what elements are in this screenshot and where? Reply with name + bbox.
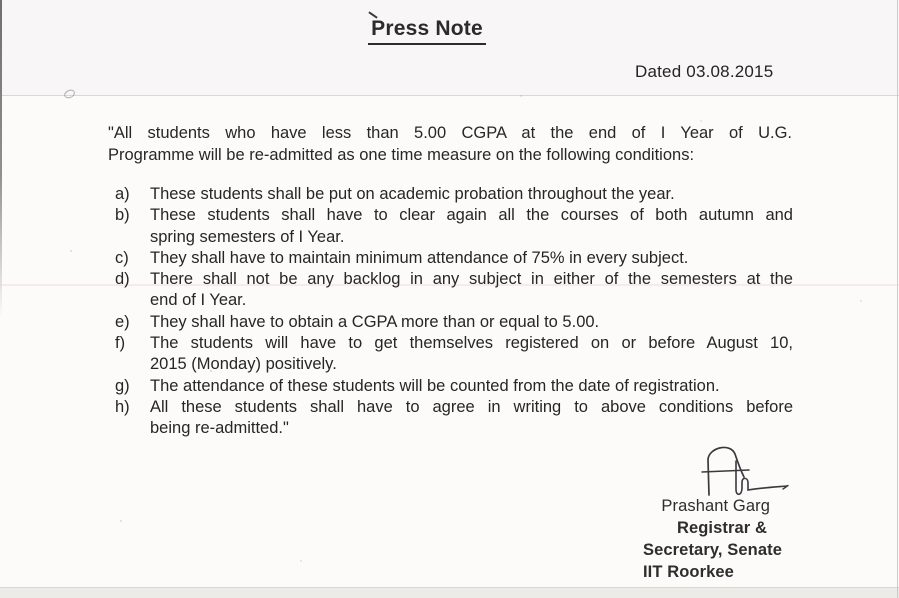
condition-line: spring semesters of I Year. [150,227,345,246]
condition-line: end of I Year. [150,291,247,310]
condition-label: a) [115,185,130,203]
condition-label: h) [115,397,130,416]
condition-line: All these students shall have to agree in writing to above conditions before [150,397,793,416]
signature-scribble [697,445,797,501]
condition-line: The students will have to get themselves registered on or before August 10, [150,334,793,353]
condition-item-c [115,248,793,269]
date-line: Dated 03.08.2015 [635,62,774,81]
condition-label: b) [115,206,130,225]
condition-line: 2015 (Monday) positively. [150,355,337,374]
signatory-name: Prashant Garg [661,497,770,515]
condition-item-h [115,397,793,440]
condition-item-g [115,376,793,397]
page-title: Press Note [368,17,486,45]
condition-line: being re-admitted." [150,419,289,438]
condition-label: f) [115,334,126,353]
condition-label: e) [115,312,130,331]
condition-label: d) [115,270,130,289]
scan-left-edge-artifact [0,0,2,318]
condition-line: These students shall have to clear again all the courses of both autumn and [150,206,793,225]
signatory-role-2: Secretary, Senate [643,541,782,559]
scan-bottom-band [0,587,899,598]
condition-line: These students shall be put on academic probation throughout the year. [150,185,675,203]
condition-line: They shall have to maintain minimum attendance of 75% in every subject. [150,248,689,267]
scan-right-edge-artifact [897,0,898,598]
condition-line: They shall have to obtain a CGPA more than or equal to 5.00. [150,312,600,331]
conditions-list [115,184,793,440]
intro-paragraph [108,123,792,166]
condition-item-f [115,333,793,376]
intro-line-2: Programme will be re-admitted as one time measure on the following conditions: [108,145,695,164]
intro-line-1: "All students who have less than 5.00 CGPA at the end of I Year of U.G. [108,124,792,142]
condition-item-b [115,205,793,248]
condition-line: The attendance of these students will be counted from the date of registration. [150,376,720,395]
condition-item-d [115,269,793,312]
condition-item-e [115,312,793,333]
condition-item-a [115,184,793,205]
condition-label: c) [115,248,129,267]
condition-line: There shall not be any backlog in any subject in either of the semesters at the [150,270,793,289]
signatory-role-1: Registrar & [676,519,767,537]
signatory-organization: IIT Roorkee [643,563,734,581]
condition-label: g) [115,376,130,395]
